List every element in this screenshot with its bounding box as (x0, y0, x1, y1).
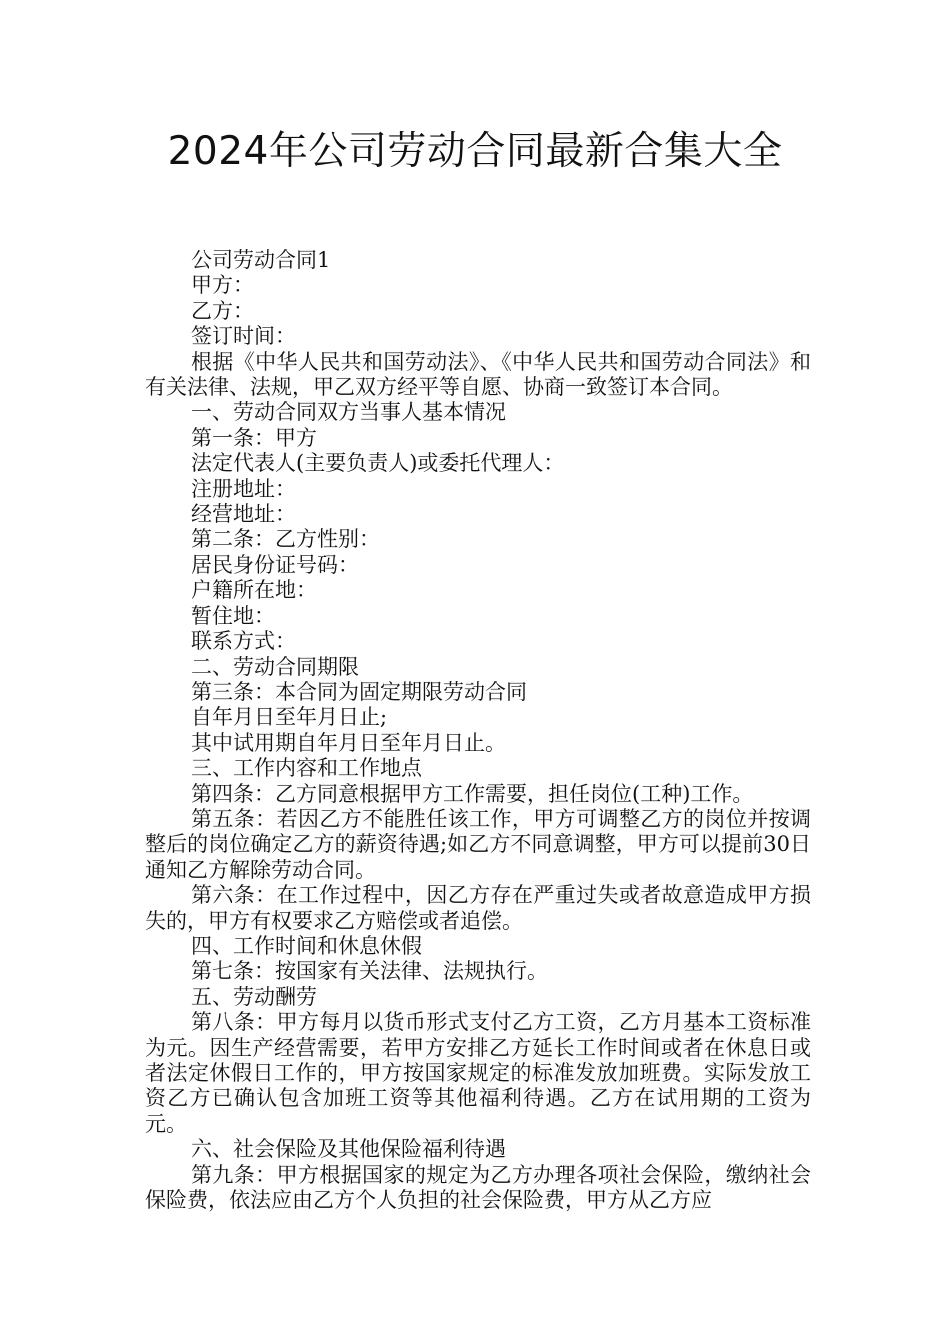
preamble-paragraph: 根据《中华人民共和国劳动法》、《中华人民共和国劳动合同法》和有关法律、法规，甲乙双方经平等自愿、协商一致签订本合同。 (145, 349, 811, 400)
field-line: 户籍所在地： (191, 578, 317, 603)
clause-paragraph: 第九条：甲方根据国家的规定为乙方办理各项社会保险，缴纳社会保险费，依法应由乙方个人负担的社会保险费，甲方从乙方应 (145, 1162, 811, 1213)
field-line: 注册地址： (191, 476, 296, 501)
section-heading: 一、劳动合同双方当事人基本情况 (191, 400, 506, 425)
clause-line: 第二条：乙方性别： (191, 527, 380, 552)
field-line: 法定代表人(主要负责人)或委托代理人： (191, 451, 565, 476)
party-a-field: 甲方： (191, 273, 254, 298)
clause-paragraph: 第五条：若因乙方不能胜任该工作，甲方可调整乙方的岗位并按调整后的岗位确定乙方的薪资待遇;如乙方不同意调整，甲方可以提前30日通知乙方解除劳动合同。 (145, 806, 811, 882)
contract-heading: 公司劳动合同1 (191, 248, 331, 272)
clause-line: 第一条：甲方 (191, 425, 317, 450)
field-line: 居民身份证号码： (191, 552, 359, 577)
clause-line: 第四条：乙方同意根据甲方工作需要，担任岗位(工种)工作。 (191, 781, 754, 806)
section-heading: 六、社会保险及其他保险福利待遇 (191, 1137, 506, 1162)
field-line: 联系方式： (191, 629, 296, 654)
signing-date-field: 签订时间： (191, 324, 296, 349)
section-heading: 五、劳动酬劳 (191, 984, 317, 1009)
section-heading: 四、工作时间和休息休假 (191, 933, 422, 958)
field-line: 暂住地： (191, 603, 275, 628)
page-title: 2024年公司劳动合同最新合集大全 (167, 129, 783, 174)
clause-paragraph: 第六条：在工作过程中，因乙方存在严重过失或者故意造成甲方损失的，甲方有权要求乙方赔偿或者追偿。 (145, 883, 811, 933)
clause-line: 第三条：本合同为固定期限劳动合同 (191, 679, 527, 704)
field-line: 经营地址： (191, 502, 296, 527)
field-line: 其中试用期自年月日至年月日止。 (191, 730, 506, 755)
field-line: 自年月日至年月日止; (191, 705, 388, 730)
party-b-field: 乙方： (191, 298, 254, 323)
section-heading: 二、劳动合同期限 (191, 654, 359, 679)
document-body (145, 248, 811, 1213)
clause-line: 第七条：按国家有关法律、法规执行。 (191, 959, 548, 984)
section-heading: 三、工作内容和工作地点 (191, 756, 422, 781)
clause-paragraph: 第八条：甲方每月以货币形式支付乙方工资，乙方月基本工资标准为元。因生产经营需要，若甲方安排乙方延长工作时间或者在休息日或者法定休假日工作的，甲方按国家规定的标准发放加班费。实际发放工资乙方已确认包含加班工资等其他福利待遇。乙方在试用期的工资为元。 (145, 1010, 811, 1136)
